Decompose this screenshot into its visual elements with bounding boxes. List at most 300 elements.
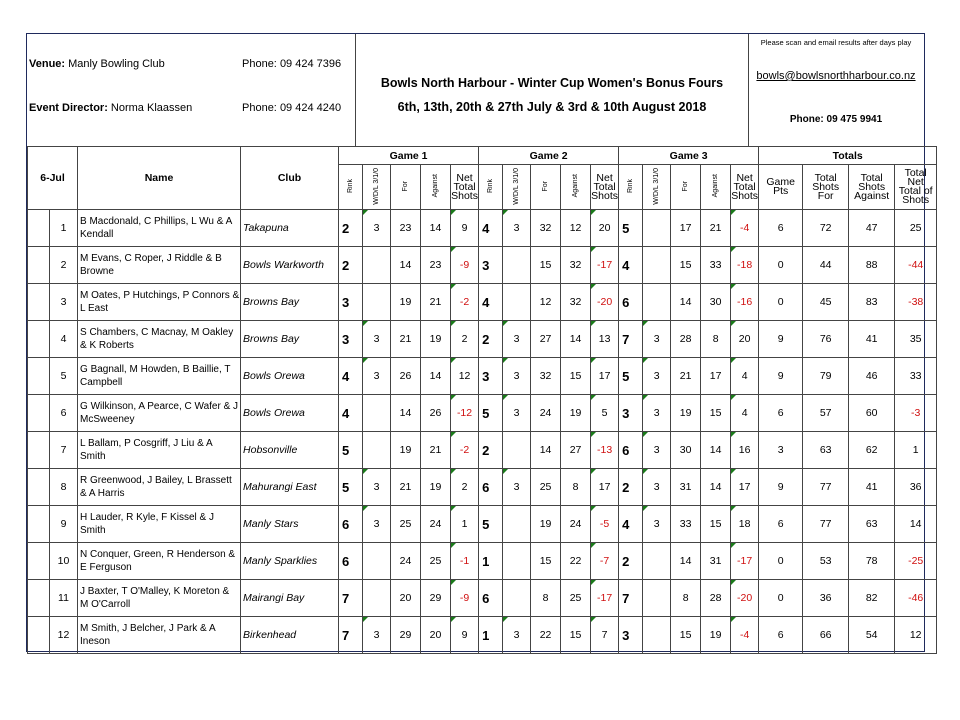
game2-wdl-cell: 3 — [503, 358, 531, 395]
game3-net-cell: 18 — [731, 506, 759, 543]
spacer-cell — [28, 210, 50, 247]
game-pts-cell: 0 — [759, 247, 803, 284]
game1-wdl-cell — [363, 247, 391, 284]
game3-wdl-cell: 3 — [643, 395, 671, 432]
game3-against-cell: 15 — [701, 506, 731, 543]
group-header-row — [28, 147, 937, 165]
game-pts-cell: 0 — [759, 284, 803, 321]
total-for-cell: 79 — [803, 358, 849, 395]
game1-for-cell: 19 — [391, 284, 421, 321]
game-pts-cell: 9 — [759, 321, 803, 358]
game2-against-cell: 12 — [561, 210, 591, 247]
game2-rink-cell: 5 — [479, 506, 503, 543]
game2-against-cell: 22 — [561, 543, 591, 580]
total-net-cell: -3 — [895, 395, 937, 432]
team-club: Mahurangi East — [241, 469, 339, 506]
email-link[interactable]: bowls@bowlsnorthharbour.co.nz — [756, 70, 916, 82]
game2-rink-cell: 5 — [479, 395, 503, 432]
game2-net-header: Net Total Shots — [591, 165, 619, 210]
game2-net-cell: 17 — [591, 469, 619, 506]
game3-wdl-cell — [643, 543, 671, 580]
spacer-cell — [28, 247, 50, 284]
game3-rink-cell: 6 — [619, 432, 643, 469]
game3-net-cell: -16 — [731, 284, 759, 321]
total-net-cell: 1 — [895, 432, 937, 469]
game2-net-cell: 7 — [591, 617, 619, 654]
game1-against-cell: 25 — [421, 543, 451, 580]
game3-against-cell: 31 — [701, 543, 731, 580]
game3-wdl-label: W/D/L 3/1/0 — [653, 167, 661, 205]
game1-rink-cell: 4 — [339, 395, 363, 432]
game1-for-header — [391, 165, 421, 210]
game1-against-cell: 23 — [421, 247, 451, 284]
total-net-cell: 14 — [895, 506, 937, 543]
game2-net-cell: -13 — [591, 432, 619, 469]
total-for-cell: 44 — [803, 247, 849, 284]
totals-header: Totals — [759, 147, 937, 165]
game1-rink-cell: 7 — [339, 580, 363, 617]
spacer-cell — [28, 469, 50, 506]
team-club: Browns Bay — [241, 284, 339, 321]
total-net-cell: -25 — [895, 543, 937, 580]
game2-against-label: Against — [572, 174, 580, 198]
game2-for-header — [531, 165, 561, 210]
team-names: N Conquer, Green, R Henderson & E Ferguson — [78, 543, 241, 580]
game1-rink-cell: 2 — [339, 210, 363, 247]
game2-wdl-cell: 3 — [503, 395, 531, 432]
event-dates: 6th, 13th, 20th & 27th July & 3rd & 10th August 2018 — [397, 100, 707, 114]
game3-rink-cell: 3 — [619, 617, 643, 654]
game3-for-cell: 33 — [671, 506, 701, 543]
game2-against-cell: 19 — [561, 395, 591, 432]
game3-against-cell: 28 — [701, 580, 731, 617]
game1-for-cell: 21 — [391, 321, 421, 358]
game2-against-cell: 15 — [561, 358, 591, 395]
game3-wdl-cell: 3 — [643, 358, 671, 395]
game1-against-cell: 29 — [421, 580, 451, 617]
total-against-cell: 47 — [849, 210, 895, 247]
game1-net-cell: 1 — [451, 506, 479, 543]
game2-for-cell: 15 — [531, 247, 561, 284]
game2-wdl-label: W/D/L 3/1/0 — [513, 167, 521, 205]
director-value: Norma Klaassen — [110, 102, 193, 114]
game1-wdl-cell: 3 — [363, 469, 391, 506]
club-header: Club — [241, 147, 339, 210]
game3-for-cell: 15 — [671, 247, 701, 284]
game1-against-cell: 14 — [421, 358, 451, 395]
game3-rink-header — [619, 165, 643, 210]
game3-for-label: For — [682, 180, 690, 192]
game-pts-cell: 6 — [759, 210, 803, 247]
game1-net-cell: -9 — [451, 580, 479, 617]
game1-for-cell: 25 — [391, 506, 421, 543]
results-body — [28, 210, 937, 654]
header-divider-left — [355, 34, 356, 146]
spacer-cell — [28, 321, 50, 358]
game2-rink-cell: 6 — [479, 469, 503, 506]
total-against-cell: 83 — [849, 284, 895, 321]
team-names: G Bagnall, M Howden, B Baillie, T Campbell — [78, 358, 241, 395]
game2-for-cell: 8 — [531, 580, 561, 617]
game1-wdl-cell — [363, 284, 391, 321]
game2-net-cell: -17 — [591, 580, 619, 617]
game1-rink-cell: 6 — [339, 543, 363, 580]
total-net-cell: 25 — [895, 210, 937, 247]
game2-for-cell: 15 — [531, 543, 561, 580]
game3-against-cell: 30 — [701, 284, 731, 321]
phone1-label: Phone: — [242, 58, 277, 70]
game1-wdl-cell — [363, 432, 391, 469]
game2-for-label: For — [542, 180, 550, 192]
game1-net-cell: 2 — [451, 321, 479, 358]
game2-wdl-cell — [503, 247, 531, 284]
game2-against-cell: 27 — [561, 432, 591, 469]
game1-against-cell: 19 — [421, 469, 451, 506]
team-names: B Macdonald, C Phillips, L Wu & A Kendall — [78, 210, 241, 247]
game1-rink-cell: 5 — [339, 469, 363, 506]
game3-net-cell: 4 — [731, 395, 759, 432]
game3-net-cell: -17 — [731, 543, 759, 580]
game1-against-label: Against — [432, 174, 440, 198]
spacer-cell — [28, 395, 50, 432]
game1-for-label: For — [402, 180, 410, 192]
game2-for-cell: 14 — [531, 432, 561, 469]
game2-wdl-header — [503, 165, 531, 210]
director-line — [29, 102, 192, 114]
team-club: Birkenhead — [241, 617, 339, 654]
phone1-line — [242, 58, 341, 70]
total-net-cell: -38 — [895, 284, 937, 321]
team-number: 7 — [50, 432, 78, 469]
total-for-cell: 66 — [803, 617, 849, 654]
game2-net-cell: 13 — [591, 321, 619, 358]
table-row — [28, 247, 937, 284]
game2-wdl-cell: 3 — [503, 210, 531, 247]
game1-for-cell: 24 — [391, 543, 421, 580]
game2-net-cell: 20 — [591, 210, 619, 247]
spacer-cell — [28, 432, 50, 469]
spacer-cell — [28, 358, 50, 395]
game1-rink-label: Rink — [347, 178, 355, 193]
spacer-cell — [28, 617, 50, 654]
game2-rink-cell: 4 — [479, 284, 503, 321]
game2-wdl-cell — [503, 432, 531, 469]
game2-against-cell: 32 — [561, 247, 591, 284]
game3-for-cell: 21 — [671, 358, 701, 395]
game1-for-cell: 26 — [391, 358, 421, 395]
game3-wdl-header — [643, 165, 671, 210]
team-number: 4 — [50, 321, 78, 358]
total-against-cell: 41 — [849, 321, 895, 358]
phone2-value: 09 424 4240 — [279, 102, 342, 114]
game-pts-header: Game Pts — [759, 165, 803, 210]
game3-rink-cell: 4 — [619, 506, 643, 543]
game3-against-cell: 17 — [701, 358, 731, 395]
team-names: G Wilkinson, A Pearce, C Wafer & J McSweeney — [78, 395, 241, 432]
game1-against-cell: 21 — [421, 284, 451, 321]
game3-wdl-cell: 3 — [643, 432, 671, 469]
team-names: S Chambers, C Macnay, M Oakley & K Roberts — [78, 321, 241, 358]
table-row — [28, 580, 937, 617]
game2-rink-cell: 2 — [479, 432, 503, 469]
game1-rink-cell: 5 — [339, 432, 363, 469]
game3-rink-cell: 5 — [619, 210, 643, 247]
team-names: L Ballam, P Cosgriff, J Liu & A Smith — [78, 432, 241, 469]
director-label: Event Director: — [29, 102, 108, 114]
total-net-cell: -46 — [895, 580, 937, 617]
team-club: Browns Bay — [241, 321, 339, 358]
total-net-cell: -44 — [895, 247, 937, 284]
game1-rink-cell: 2 — [339, 247, 363, 284]
total-for-cell: 72 — [803, 210, 849, 247]
game2-wdl-cell — [503, 506, 531, 543]
total-against-cell: 63 — [849, 506, 895, 543]
table-row — [28, 469, 937, 506]
game2-for-cell: 19 — [531, 506, 561, 543]
game1-against-cell: 14 — [421, 210, 451, 247]
event-title: Bowls North Harbour - Winter Cup Women's Bonus Fours — [380, 76, 724, 90]
table-row — [28, 543, 937, 580]
game3-against-cell: 14 — [701, 469, 731, 506]
total-for-cell: 36 — [803, 580, 849, 617]
total-net-cell: 36 — [895, 469, 937, 506]
game3-for-cell: 28 — [671, 321, 701, 358]
game1-rink-cell: 3 — [339, 321, 363, 358]
team-club: Hobsonville — [241, 432, 339, 469]
game3-against-cell: 33 — [701, 247, 731, 284]
game-pts-cell: 9 — [759, 469, 803, 506]
table-row — [28, 284, 937, 321]
game-pts-cell: 0 — [759, 580, 803, 617]
game1-wdl-header — [363, 165, 391, 210]
spacer-cell — [28, 506, 50, 543]
game2-rink-cell: 2 — [479, 321, 503, 358]
total-for-cell: 45 — [803, 284, 849, 321]
game1-for-cell: 29 — [391, 617, 421, 654]
game2-wdl-cell: 3 — [503, 321, 531, 358]
game3-wdl-cell — [643, 617, 671, 654]
results-table — [27, 146, 937, 654]
game2-wdl-cell — [503, 580, 531, 617]
game2-wdl-cell: 3 — [503, 617, 531, 654]
game2-rink-label: Rink — [487, 178, 495, 193]
game1-wdl-cell: 3 — [363, 210, 391, 247]
game2-rink-cell: 3 — [479, 358, 503, 395]
game1-against-cell: 24 — [421, 506, 451, 543]
game1-against-cell: 19 — [421, 321, 451, 358]
game2-net-cell: -20 — [591, 284, 619, 321]
game-pts-cell: 9 — [759, 358, 803, 395]
game3-against-cell: 21 — [701, 210, 731, 247]
name-header: Name — [78, 147, 241, 210]
team-number: 3 — [50, 284, 78, 321]
game3-wdl-cell — [643, 580, 671, 617]
game3-wdl-cell — [643, 284, 671, 321]
game3-net-cell: 17 — [731, 469, 759, 506]
game1-net-cell: -1 — [451, 543, 479, 580]
game1-net-cell: 9 — [451, 210, 479, 247]
game3-against-label: Against — [712, 174, 720, 198]
team-number: 9 — [50, 506, 78, 543]
total-net-cell: 35 — [895, 321, 937, 358]
game2-net-cell: 5 — [591, 395, 619, 432]
game2-wdl-cell: 3 — [503, 469, 531, 506]
game2-rink-cell: 1 — [479, 617, 503, 654]
game3-rink-cell: 5 — [619, 358, 643, 395]
game3-rink-label: Rink — [627, 178, 635, 193]
game2-for-cell: 27 — [531, 321, 561, 358]
game1-against-cell: 20 — [421, 617, 451, 654]
game3-net-cell: -20 — [731, 580, 759, 617]
game3-against-header — [701, 165, 731, 210]
game2-net-cell: 17 — [591, 358, 619, 395]
team-club: Takapuna — [241, 210, 339, 247]
game3-rink-cell: 7 — [619, 321, 643, 358]
game2-against-cell: 8 — [561, 469, 591, 506]
total-for-header: Total Shots For — [803, 165, 849, 210]
game3-rink-cell: 2 — [619, 469, 643, 506]
game2-wdl-cell — [503, 543, 531, 580]
results-sheet — [26, 33, 933, 652]
game3-net-cell: -4 — [731, 617, 759, 654]
game1-against-header — [421, 165, 451, 210]
team-club: Bowls Warkworth — [241, 247, 339, 284]
game1-for-cell: 14 — [391, 247, 421, 284]
header-divider-right — [748, 34, 749, 146]
total-against-cell: 46 — [849, 358, 895, 395]
game2-for-cell: 12 — [531, 284, 561, 321]
game3-wdl-cell — [643, 210, 671, 247]
total-against-cell: 41 — [849, 469, 895, 506]
game1-for-cell: 20 — [391, 580, 421, 617]
total-for-cell: 77 — [803, 506, 849, 543]
game2-against-cell: 32 — [561, 284, 591, 321]
game3-for-cell: 15 — [671, 617, 701, 654]
game3-net-cell: 4 — [731, 358, 759, 395]
total-net-header: Total Net Total of Shots — [895, 165, 937, 210]
table-row — [28, 210, 937, 247]
spacer-cell — [28, 580, 50, 617]
game1-rink-cell: 4 — [339, 358, 363, 395]
game3-for-cell: 14 — [671, 284, 701, 321]
table-row — [28, 506, 937, 543]
spacer-cell — [28, 543, 50, 580]
game2-for-cell: 32 — [531, 358, 561, 395]
game1-wdl-cell — [363, 543, 391, 580]
game3-wdl-cell: 3 — [643, 321, 671, 358]
date-header: 6-Jul — [28, 147, 78, 210]
game2-header: Game 2 — [479, 147, 619, 165]
game2-for-cell: 24 — [531, 395, 561, 432]
team-number: 8 — [50, 469, 78, 506]
total-against-cell: 88 — [849, 247, 895, 284]
game2-rink-cell: 4 — [479, 210, 503, 247]
game3-net-cell: -18 — [731, 247, 759, 284]
table-row — [28, 321, 937, 358]
game1-wdl-cell: 3 — [363, 358, 391, 395]
team-club: Bowls Orewa — [241, 358, 339, 395]
team-club: Manly Stars — [241, 506, 339, 543]
game1-wdl-cell: 3 — [363, 321, 391, 358]
game3-for-cell: 30 — [671, 432, 701, 469]
team-number: 6 — [50, 395, 78, 432]
team-club: Mairangi Bay — [241, 580, 339, 617]
total-against-cell: 54 — [849, 617, 895, 654]
game3-rink-cell: 2 — [619, 543, 643, 580]
game1-wdl-cell — [363, 395, 391, 432]
game2-against-cell: 15 — [561, 617, 591, 654]
game1-for-cell: 19 — [391, 432, 421, 469]
team-number: 2 — [50, 247, 78, 284]
game2-for-cell: 25 — [531, 469, 561, 506]
game2-rink-cell: 3 — [479, 247, 503, 284]
game1-net-header: Net Total Shots — [451, 165, 479, 210]
game1-for-cell: 21 — [391, 469, 421, 506]
phone2-label: Phone: — [242, 102, 277, 114]
total-against-cell: 60 — [849, 395, 895, 432]
game3-rink-cell: 7 — [619, 580, 643, 617]
contact-phone: Phone: 09 475 9941 — [789, 114, 883, 125]
game1-rink-cell: 6 — [339, 506, 363, 543]
game1-net-cell: -12 — [451, 395, 479, 432]
total-against-cell: 78 — [849, 543, 895, 580]
total-against-cell: 82 — [849, 580, 895, 617]
phone1-value: 09 424 7396 — [279, 58, 342, 70]
game3-net-header: Net Total Shots — [731, 165, 759, 210]
table-row — [28, 617, 937, 654]
game2-against-cell: 25 — [561, 580, 591, 617]
team-club: Manly Sparklies — [241, 543, 339, 580]
game3-rink-cell: 6 — [619, 284, 643, 321]
total-net-cell: 12 — [895, 617, 937, 654]
game1-net-cell: -9 — [451, 247, 479, 284]
total-for-cell: 57 — [803, 395, 849, 432]
venue-value: Manly Bowling Club — [68, 58, 165, 70]
total-net-cell: 33 — [895, 358, 937, 395]
team-number: 10 — [50, 543, 78, 580]
game2-net-cell: -17 — [591, 247, 619, 284]
game-pts-cell: 6 — [759, 506, 803, 543]
game3-net-cell: -4 — [731, 210, 759, 247]
team-club: Bowls Orewa — [241, 395, 339, 432]
game1-against-cell: 26 — [421, 395, 451, 432]
email-note: Please scan and email results after days play — [760, 38, 912, 47]
game3-against-cell: 14 — [701, 432, 731, 469]
game-pts-cell: 0 — [759, 543, 803, 580]
phone2-line — [242, 102, 341, 114]
game-pts-cell: 3 — [759, 432, 803, 469]
team-names: M Smith, J Belcher, J Park & A Ineson — [78, 617, 241, 654]
game1-net-cell: 9 — [451, 617, 479, 654]
team-number: 11 — [50, 580, 78, 617]
venue-line — [29, 58, 165, 70]
team-number: 12 — [50, 617, 78, 654]
game3-for-header — [671, 165, 701, 210]
game3-for-cell: 14 — [671, 543, 701, 580]
game2-net-cell: -7 — [591, 543, 619, 580]
team-names: R Greenwood, J Bailey, L Brassett & A Harris — [78, 469, 241, 506]
game-pts-cell: 6 — [759, 617, 803, 654]
game1-wdl-cell: 3 — [363, 506, 391, 543]
table-row — [28, 358, 937, 395]
game1-rink-header — [339, 165, 363, 210]
game3-net-cell: 20 — [731, 321, 759, 358]
game2-for-cell: 32 — [531, 210, 561, 247]
game2-for-cell: 22 — [531, 617, 561, 654]
game2-rink-header — [479, 165, 503, 210]
game1-against-cell: 21 — [421, 432, 451, 469]
table-row — [28, 432, 937, 469]
